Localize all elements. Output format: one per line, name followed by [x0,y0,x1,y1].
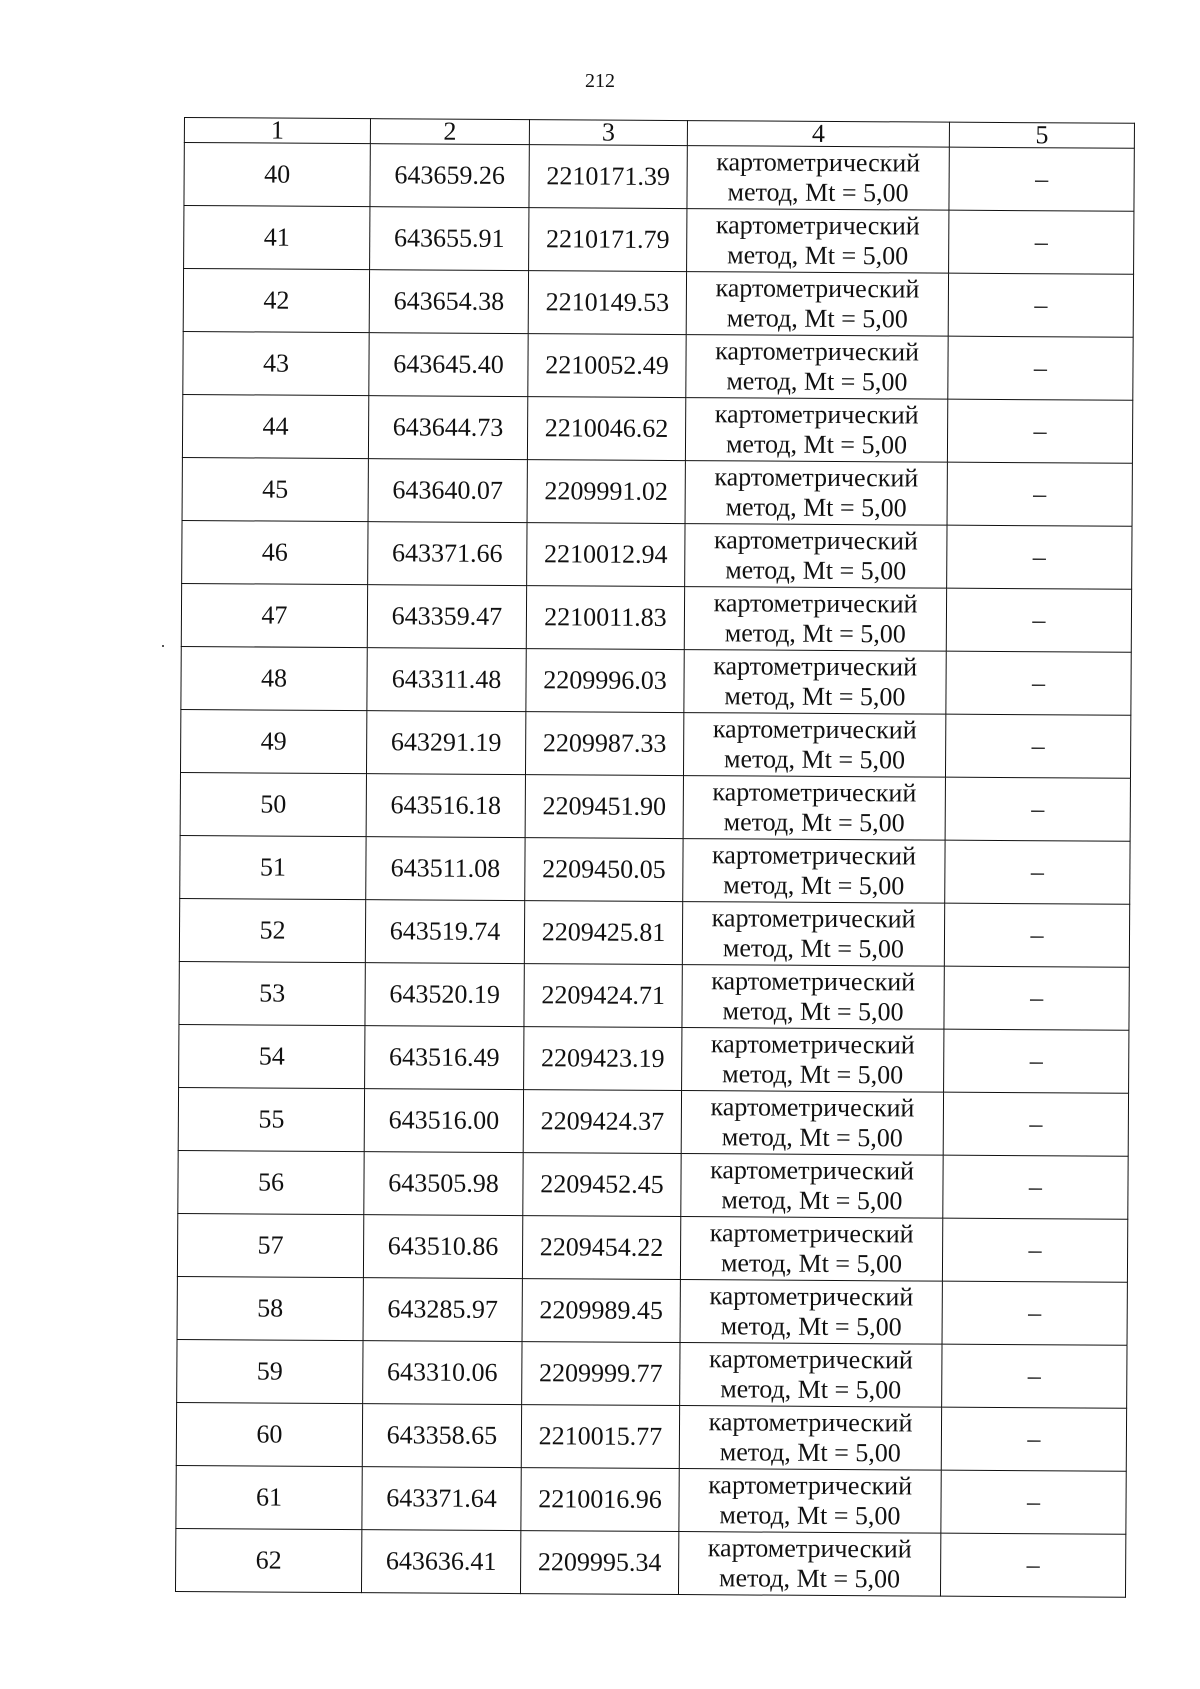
table-row [179,1024,1129,1093]
point-number-cell: 45 [182,457,368,521]
point-number-cell: 50 [180,772,366,836]
table-row [179,961,1129,1030]
y-coordinate-cell: 2209452.45 [523,1153,681,1217]
point-number-cell: 42 [183,269,369,333]
method-line-2: метод, Mt = 5,00 [726,303,908,334]
method-line-2: метод, Mt = 5,00 [723,870,905,901]
table-row [181,583,1131,652]
point-number-cell: 54 [179,1024,365,1088]
y-coordinate-cell: 2210012.94 [527,523,685,587]
method-line-1: картометрический [715,210,920,241]
point-number-cell: 56 [178,1150,364,1214]
table-row [177,1276,1127,1345]
point-number-cell: 62 [175,1528,361,1592]
note-cell: – [949,210,1134,274]
x-coordinate-cell: 643654.38 [369,270,528,334]
y-coordinate-cell: 2209995.34 [520,1531,678,1595]
method-line-1: картометрический [710,1155,915,1186]
note-cell: – [946,651,1131,715]
method-line-1: картометрический [713,588,918,619]
method-cell [679,1406,941,1471]
method-line-1: картометрический [711,903,916,934]
method-cell [681,1154,943,1219]
note-cell: – [942,1218,1127,1282]
method-line-1: картометрический [711,966,916,997]
table-row [182,520,1132,589]
table-row [180,835,1130,904]
table-row [176,1402,1126,1471]
note-cell: – [944,903,1129,967]
y-coordinate-cell: 2209996.03 [526,649,684,713]
method-line-2: метод, Mt = 5,00 [724,744,906,775]
method-cell [680,1343,942,1408]
point-number-cell: 48 [181,646,367,710]
header-col-1: 1 [184,118,370,144]
point-number-cell: 41 [184,206,370,270]
note-cell: – [942,1344,1127,1408]
table-row [179,898,1129,967]
x-coordinate-cell: 643516.18 [366,774,525,838]
method-cell [679,1469,941,1534]
note-cell: – [943,1092,1128,1156]
method-line-2: метод, Mt = 5,00 [725,555,907,586]
method-line-1: картометрический [707,1533,912,1564]
method-line-1: картометрический [710,1092,915,1123]
method-line-2: метод, Mt = 5,00 [718,1563,901,1594]
note-cell: – [948,336,1133,400]
method-cell [684,587,946,652]
method-cell [687,146,949,211]
method-cell [686,335,948,400]
point-number-cell: 55 [178,1087,364,1151]
method-line-2: метод, Mt = 5,00 [721,1185,903,1216]
note-cell: – [949,147,1134,211]
x-coordinate-cell: 643291.19 [366,711,525,775]
method-line-1: картометрический [708,1470,913,1501]
table-row [183,331,1133,400]
method-line-2: метод, Mt = 5,00 [724,618,906,649]
method-line-2: метод, Mt = 5,00 [719,1437,901,1468]
method-cell [685,461,947,526]
y-coordinate-cell: 2209423.19 [524,1027,682,1091]
point-number-cell: 47 [181,583,367,647]
method-line-1: картометрический [715,336,920,367]
x-coordinate-cell: 643311.48 [367,648,526,712]
note-cell: – [945,714,1130,778]
table-row [180,772,1130,841]
y-coordinate-cell: 2209999.77 [522,1342,680,1406]
y-coordinate-cell: 2209424.37 [523,1090,681,1154]
x-coordinate-cell: 643636.41 [361,1530,520,1594]
table-row [180,709,1130,778]
x-coordinate-cell: 643644.73 [368,396,527,460]
note-cell: – [947,399,1132,463]
method-cell [680,1280,942,1345]
table-row [178,1150,1128,1219]
y-coordinate-cell: 2210149.53 [528,271,686,335]
method-line-2: метод, Mt = 5,00 [727,240,909,271]
method-line-2: метод, Mt = 5,00 [720,1311,902,1342]
method-line-1: картометрический [710,1029,915,1060]
table-body [175,143,1134,1598]
x-coordinate-cell: 643519.74 [365,900,524,964]
y-coordinate-cell: 2210016.96 [521,1468,679,1532]
x-coordinate-cell: 643645.40 [369,333,528,397]
scan-artifact-dot [162,645,164,647]
method-line-1: картометрический [714,399,919,430]
point-number-cell: 59 [177,1339,363,1403]
x-coordinate-cell: 643285.97 [363,1278,522,1342]
header-col-3: 3 [529,120,687,146]
method-line-2: метод, Mt = 5,00 [721,1122,903,1153]
x-coordinate-cell: 643516.00 [364,1089,523,1153]
point-number-cell: 40 [184,143,370,207]
table-row [184,206,1134,275]
method-line-1: картометрический [713,525,918,556]
method-cell [687,209,949,274]
y-coordinate-cell: 2209454.22 [522,1216,680,1280]
note-cell: – [948,273,1133,337]
y-coordinate-cell: 2209425.81 [524,901,682,965]
y-coordinate-cell: 2210171.39 [529,145,687,209]
x-coordinate-cell: 643505.98 [364,1152,523,1216]
x-coordinate-cell: 643371.64 [362,1467,521,1531]
method-line-1: картометрический [716,147,921,178]
method-line-1: картометрический [715,273,920,304]
method-cell [683,713,945,778]
note-cell: – [945,840,1130,904]
note-cell: – [947,525,1132,589]
note-cell: – [944,966,1129,1030]
table-row [182,394,1132,463]
note-cell: – [943,1155,1128,1219]
point-number-cell: 52 [179,898,365,962]
note-cell: – [941,1470,1126,1534]
note-cell: – [947,462,1132,526]
method-line-1: картометрический [714,462,919,493]
method-cell [682,1028,944,1093]
y-coordinate-cell: 2209450.05 [525,838,683,902]
x-coordinate-cell: 643520.19 [365,963,524,1027]
table-row [175,1528,1125,1597]
method-line-2: метод, Mt = 5,00 [723,807,905,838]
table-row [178,1087,1128,1156]
x-coordinate-cell: 643659.26 [370,144,529,208]
y-coordinate-cell: 2209989.45 [522,1279,680,1343]
method-cell [680,1217,942,1282]
x-coordinate-cell: 643359.47 [367,585,526,649]
method-line-2: метод, Mt = 5,00 [722,996,904,1027]
method-line-1: картометрический [708,1407,913,1438]
method-line-2: метод, Mt = 5,00 [724,681,906,712]
note-cell: – [942,1281,1127,1345]
table-row [177,1213,1127,1282]
method-line-2: метод, Mt = 5,00 [719,1500,901,1531]
note-cell: – [946,588,1131,652]
table-row [182,457,1132,526]
table-row [184,143,1134,212]
point-number-cell: 43 [183,331,369,395]
y-coordinate-cell: 2210046.62 [527,397,685,461]
y-coordinate-cell: 2210171.79 [529,208,687,272]
point-number-cell: 49 [180,709,366,773]
method-line-1: картометрический [712,714,917,745]
method-line-2: метод, Mt = 5,00 [726,366,908,397]
y-coordinate-cell: 2209987.33 [525,712,683,776]
method-line-2: метод, Mt = 5,00 [725,429,908,460]
note-cell: – [941,1407,1126,1471]
method-cell [686,272,948,337]
method-line-2: метод, Mt = 5,00 [720,1374,902,1405]
coordinates-table [175,117,1135,1598]
note-cell: – [940,1533,1125,1597]
method-line-2: метод, Mt = 5,00 [722,933,905,964]
method-cell [683,776,945,841]
x-coordinate-cell: 643640.07 [368,459,527,523]
method-cell [685,398,947,463]
method-cell [681,1091,943,1156]
y-coordinate-cell: 2210011.83 [526,586,684,650]
method-line-2: метод, Mt = 5,00 [727,177,909,208]
y-coordinate-cell: 2210052.49 [528,334,686,398]
method-cell [684,650,946,715]
table-row [177,1339,1127,1408]
method-cell [685,524,947,589]
y-coordinate-cell: 2210015.77 [521,1405,679,1469]
point-number-cell: 60 [176,1402,362,1466]
y-coordinate-cell: 2209991.02 [527,460,685,524]
page-number: 212 [585,70,615,92]
method-line-1: картометрический [712,840,916,871]
method-cell [682,902,944,967]
note-cell: – [945,777,1130,841]
point-number-cell: 53 [179,961,365,1025]
x-coordinate-cell: 643511.08 [366,837,525,901]
method-line-1: картометрический [712,777,917,808]
method-line-1: картометрический [708,1344,913,1375]
point-number-cell: 58 [177,1276,363,1340]
y-coordinate-cell: 2209424.71 [524,964,682,1028]
note-cell: – [944,1029,1129,1093]
header-col-4: 4 [687,121,949,148]
table-row [183,269,1133,338]
method-cell [678,1532,940,1597]
method-line-2: метод, Mt = 5,00 [722,1059,904,1090]
method-cell [682,965,944,1030]
method-line-1: картометрический [713,651,918,682]
point-number-cell: 51 [180,835,366,899]
point-number-cell: 61 [176,1465,362,1529]
method-line-1: картометрический [709,1281,914,1312]
point-number-cell: 57 [177,1213,363,1277]
table-row [181,646,1131,715]
header-col-2: 2 [370,119,529,145]
x-coordinate-cell: 643516.49 [365,1026,524,1090]
method-line-2: метод, Mt = 5,00 [720,1248,903,1279]
method-line-2: метод, Mt = 5,00 [725,492,907,523]
x-coordinate-cell: 643655.91 [370,207,529,271]
y-coordinate-cell: 2209451.90 [525,775,683,839]
method-cell [683,839,945,904]
point-number-cell: 46 [182,520,368,584]
method-line-1: картометрический [709,1218,914,1249]
header-col-5: 5 [949,122,1134,148]
x-coordinate-cell: 643371.66 [368,522,527,586]
table-row [176,1465,1126,1534]
x-coordinate-cell: 643358.65 [362,1404,521,1468]
x-coordinate-cell: 643310.06 [363,1341,522,1405]
x-coordinate-cell: 643510.86 [363,1215,522,1279]
point-number-cell: 44 [182,394,368,458]
